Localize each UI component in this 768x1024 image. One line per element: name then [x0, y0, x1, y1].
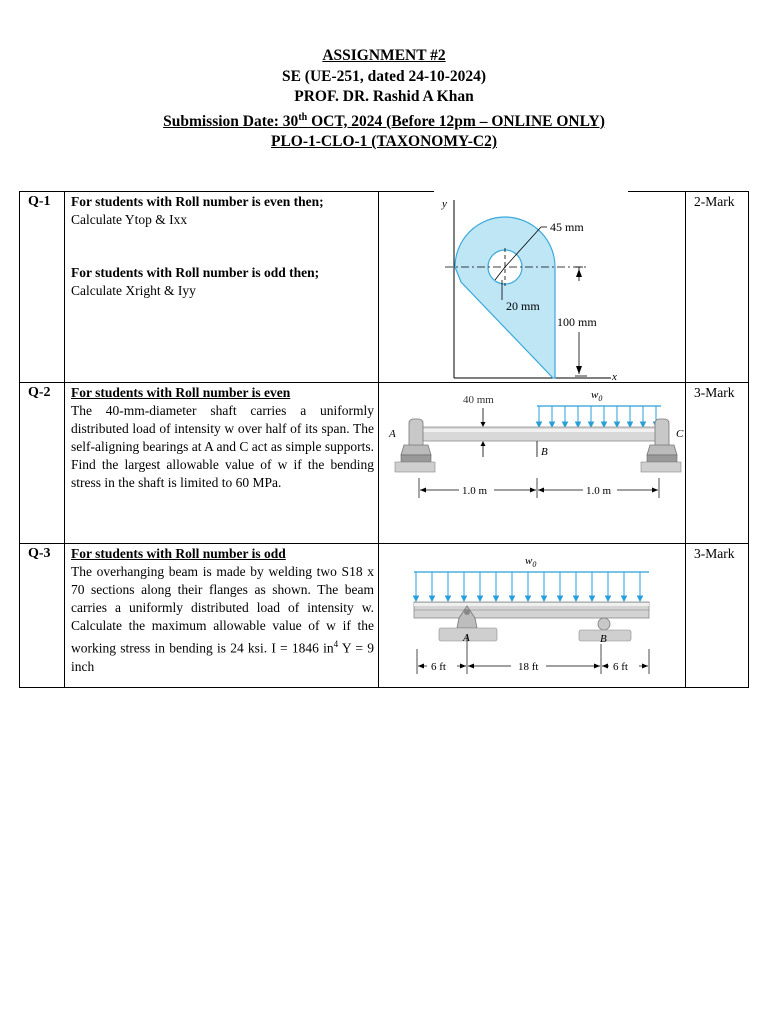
distributed-load-arrows — [537, 406, 659, 427]
assignment-title: ASSIGNMENT #2 — [322, 47, 446, 64]
question-row — [20, 192, 749, 383]
span-bc-label: 1.0 m — [586, 485, 612, 497]
dimension-100mm: 100 mm — [557, 315, 597, 329]
distributed-load-arrows — [414, 572, 643, 601]
label-b: B — [541, 446, 548, 458]
plo-clo-line: PLO-1-CLO-1 (TAXONOMY-C2) — [270, 133, 498, 151]
span-middle-label: 18 ft — [518, 661, 539, 673]
label-c: C — [676, 428, 684, 440]
question-figure — [379, 383, 686, 544]
load-label: $w_0$ — [591, 389, 603, 403]
question-number: Q-2 — [20, 383, 65, 544]
question-row — [20, 383, 749, 544]
document-header — [0, 46, 768, 153]
span-left-label: 6 ft — [431, 661, 446, 673]
question-row — [20, 544, 749, 688]
span-right-label: 6 ft — [613, 661, 628, 673]
span-ab-label: 1.0 m — [462, 485, 488, 497]
y-axis-label: y — [442, 198, 447, 210]
question-number: Q-3 — [20, 544, 65, 688]
question-mark: 3-Mark — [686, 544, 749, 688]
dimension-20mm: 20 mm — [506, 299, 540, 313]
question-text — [65, 544, 379, 688]
question-figure — [379, 192, 686, 383]
question-figure — [379, 544, 686, 688]
question-text — [65, 192, 379, 383]
label-b: B — [600, 633, 607, 645]
professor-line: PROF. DR. Rashid A Khan — [294, 88, 474, 105]
diameter-label: 40 mm — [463, 394, 494, 406]
teardrop-section-diagram — [379, 192, 686, 383]
x-axis-label: x — [612, 371, 617, 383]
question-instruction: Calculate Ytop & Ixx — [71, 212, 188, 227]
question-heading: For students with Roll number is even then; — [71, 194, 324, 209]
dimension-45mm: 45 mm — [550, 220, 584, 234]
question-heading: For students with Roll number is odd then; — [71, 265, 320, 280]
questions-table — [19, 191, 749, 688]
shaft-diagram — [379, 383, 686, 544]
question-text — [65, 383, 379, 544]
teardrop-shape — [455, 217, 555, 378]
question-instruction: Calculate Xright & Iyy — [71, 283, 196, 298]
question-heading: For students with Roll number is odd — [71, 546, 286, 561]
question-heading: For students with Roll number is even — [71, 385, 291, 400]
question-body: The 40-mm-diameter shaft carries a uniformly distributed load of intensity w over half of its span. The self-aligning bearings at A and C act as simple supports. Find the largest allowable value of w if the bending stress in the shaft is limited to 60 MPa. — [71, 403, 374, 490]
roller-support-b — [598, 618, 610, 630]
submission-date-line: Submission Date: 30th OCT, 2024 (Before 12pm – ONLINE ONLY) — [163, 111, 605, 130]
question-number: Q-1 — [20, 192, 65, 383]
overhanging-beam-diagram — [379, 544, 686, 688]
question-mark: 2-Mark — [686, 192, 749, 383]
load-label: $w_0$ — [525, 555, 537, 569]
label-a: A — [389, 428, 396, 440]
course-line: SE (UE-251, dated 24-10-2024) — [281, 67, 487, 85]
label-a: A — [463, 632, 470, 644]
question-body: The overhanging beam is made by welding two S18 x 70 sections along their flanges as shown. The beam carries a uniformly distributed load of intensity w. Calculate the maximum allowable value of w if the working stress in bending is 24 ksi. I = 1846 $in^4$ Y = 9 inch — [71, 564, 374, 674]
question-mark: 3-Mark — [686, 383, 749, 544]
